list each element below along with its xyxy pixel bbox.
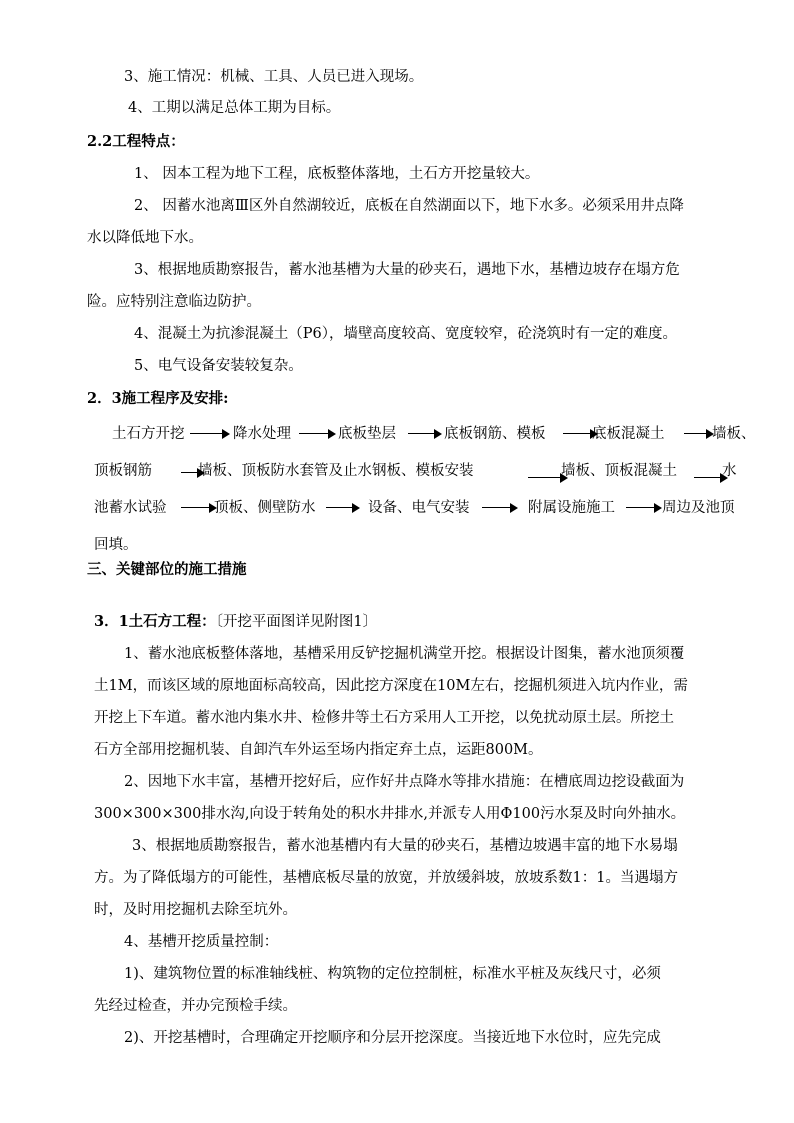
flow-step-backfill-end: 回填。 [94, 537, 138, 553]
flow-step-bottom-rebar: 底板钢筋、模板 [444, 426, 546, 442]
flow-step-roof-rebar: 顶板钢筋 [94, 463, 152, 479]
earthwork-3-line-a: 3、根据地质勘察报告，蓄水池基槽内有大量的砂夹石，基槽边坡遇丰富的地下水易塌 [132, 838, 678, 854]
flow-step-wall-concrete: 墙板、顶板混凝土 [561, 463, 677, 479]
feature-5-line: 5、电气设备安装较复杂。 [134, 358, 303, 374]
earthwork-3-line-b: 方。为了降低塌方的可能性，基槽底板尽量的放宽，并放缓斜坡，放坡系数1：1。当遇塌方 [94, 870, 678, 886]
flow-step-dewatering: 降水处理 [233, 426, 291, 442]
flow-step-bottom-concrete: 底板混凝土 [592, 426, 665, 442]
feature-1-line: 1、 因本工程为地下工程，底板整体落地，土石方开挖量较大。 [134, 166, 540, 182]
flow-step-earthwork: 土石方开挖 [112, 426, 185, 442]
section-2-3-heading: 2．3施工程序及安排: [87, 390, 229, 407]
flow-arrow [684, 429, 714, 439]
earthwork-2-line-a: 2、因地下水丰富，基槽开挖好后，应作好井点降水等排水措施：在槽底周边挖设截面为 [124, 774, 685, 790]
earthwork-1-line-c: 开挖上下车道。蓄水池内集水井、检修井等土石方采用人工开挖，以免扰动原土层。所挖土 [94, 710, 674, 726]
flow-step-wall: 墙板、 [712, 426, 756, 442]
feature-2-line-a: 2、 因蓄水池离Ⅲ区外自然湖较近，底板在自然湖面以下，地下水多。必须采用井点降 [134, 198, 684, 214]
flow-step-bottom-cushion: 底板垫层 [338, 426, 396, 442]
flow-step-water-test: 池蓄水试验 [94, 500, 167, 516]
flow-arrow [326, 503, 360, 513]
flow-step-auxiliary: 附属设施施工 [528, 500, 615, 516]
section-3-heading: 三、关键部位的施工措施 [87, 561, 247, 578]
section-3-1-heading [94, 612, 377, 632]
earthwork-3-line-c: 时，及时用挖掘机去除至坑外。 [94, 902, 297, 918]
feature-4-line: 4、混凝土为抗渗混凝土（P6），墙壁高度较高、宽度较窄，砼浇筑时有一定的难度。 [134, 326, 677, 342]
flow-arrow [626, 503, 662, 513]
flow-arrow [190, 429, 230, 439]
construction-status-line: 3、施工情况：机械、工具、人员已进入现场。 [124, 69, 424, 85]
section-2-2-heading: 2.2工程特点： [87, 133, 185, 150]
section-3-1-title: 3．1土石方工程： [94, 613, 216, 630]
earthwork-1-line-b: 土1M，而该区域的原地面标高较高，因此挖方深度在10M左右，挖掘机须进入坑内作业，需 [94, 678, 688, 694]
flow-arrow [482, 503, 518, 513]
feature-3-line-a: 3、根据地质勘察报告，蓄水池基槽为大量的砂夹石，遇地下水，基槽边坡存在塌方危 [134, 262, 680, 278]
schedule-line: 4、工期以满足总体工期为目标。 [128, 100, 341, 116]
flow-arrow [299, 429, 336, 439]
section-3-1-note: 〔开挖平面图详见附图1〕 [215, 614, 378, 630]
flow-arrow [408, 429, 442, 439]
feature-2-line-b: 水以降低地下水。 [87, 230, 203, 246]
flow-step-equipment: 设备、电气安装 [368, 500, 470, 516]
flow-step-waterproof-sleeves: 墙板、顶板防水套管及止水钢板、模板安装 [198, 463, 474, 479]
flow-step-roof-waterproof: 顶板、侧壁防水 [214, 500, 316, 516]
earthwork-2-line-b: 300×300×300排水沟,向设于转角处的积水井排水,并派专人用Φ100污水泵及时向外抽水。 [94, 806, 686, 822]
earthwork-1-line-d: 石方全部用挖掘机装、自卸汽车外运至场内指定弃土点，运距800M。 [94, 742, 543, 758]
quality-2-line-a: 2)、开挖基槽时，合理确定开挖顺序和分层开挖深度。当接近地下水位时，应先完成 [124, 1030, 661, 1046]
quality-1-line-b: 先经过检查，并办完预检手续。 [94, 998, 297, 1014]
earthwork-1-line-a: 1、蓄水池底板整体落地，基槽采用反铲挖掘机满堂开挖。根据设计图集，蓄水池顶须覆 [124, 646, 685, 662]
earthwork-4-line: 4、基槽开挖质量控制： [124, 934, 279, 950]
flow-step-backfill: 周边及池顶 [662, 500, 735, 516]
flow-step-water-a: 水 [722, 463, 737, 479]
flow-arrow [181, 503, 217, 513]
feature-3-line-b: 险。应特别注意临边防护。 [87, 294, 261, 310]
quality-1-line-a: 1)、建筑物位置的标准轴线桩、构筑物的定位控制桩，标准水平桩及灰线尺寸，必须 [124, 966, 661, 982]
